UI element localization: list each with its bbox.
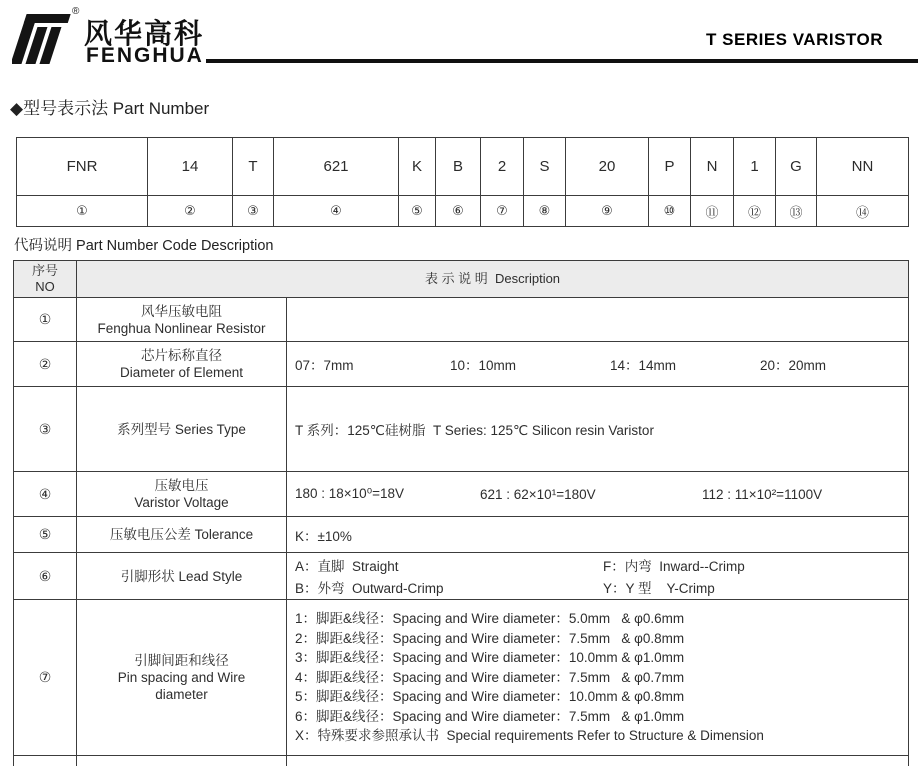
part-segment-index: ⑬ (776, 196, 817, 227)
row-name: 系列型号 Series Type (77, 387, 287, 472)
table-row (14, 517, 909, 553)
registered-trademark: ® (72, 6, 80, 17)
part-segment-index: ⑥ (436, 196, 481, 227)
table-row (14, 387, 909, 472)
row-description: A：直脚 Straight F：内弯 Inward--Crimp B：外弯 Outward-Crimp Y：Y 型 Y-Crimp (287, 553, 909, 600)
part-segment-index: ⑧ (524, 196, 566, 227)
row-name: 压敏电压 Varistor Voltage (77, 472, 287, 517)
row-description: 1：脚距&线径：Spacing and Wire diameter：5.0mm & φ0.6mm 2：脚距&线径：Spacing and Wire diameter：7.5mm & φ0.8mm 3：脚距&线径：Spacing and Wire diameter：10.0mm & φ1.0mm 4：脚距&线径：Spacing and Wire diameter：7.5mm & φ0.7mm 5：脚距&线径：Spacing and Wire diameter：10.0mm & φ0.8mm 6：脚距&线径：Spacing and Wire diameter：7.5mm & φ1.0mm X：特殊要求参照承认书 Special requirements Refer to Structure & Dimension (287, 600, 909, 756)
row-description: T 系列：125℃硅树脂 T Series: 125℃ Silicon resin Varistor (287, 387, 909, 472)
part-number-marks-row (17, 196, 909, 227)
row-name: 芯片标称直径 Diameter of Element (77, 342, 287, 387)
part-segment: 14 (148, 138, 233, 196)
row-description: K：±10% (287, 517, 909, 553)
part-segment-index: ④ (274, 196, 399, 227)
part-segment-index: ⑦ (481, 196, 524, 227)
part-segment: G (776, 138, 817, 196)
no-header-en: NO (35, 279, 55, 294)
table-row-partial (14, 756, 909, 766)
part-segment-index: ⑪ (691, 196, 734, 227)
part-segment-index: ⑨ (566, 196, 649, 227)
row-index: ④ (14, 472, 77, 517)
document-title: T SERIES VARISTOR (706, 30, 883, 49)
table-header-row (14, 261, 909, 298)
part-segment: P (649, 138, 691, 196)
part-segment: 621 (274, 138, 399, 196)
no-header-cn: 序号 (31, 263, 58, 278)
row-index: ② (14, 342, 77, 387)
part-number-table (16, 137, 909, 227)
part-segment-index: ③ (233, 196, 274, 227)
table-row (14, 600, 909, 756)
row-index: ⑥ (14, 553, 77, 600)
brand-name-chinese: 风华高科 (84, 18, 205, 49)
code-description-table (13, 260, 909, 766)
row-index: ① (14, 298, 77, 342)
row-description: 07：7mm 10：10mm 14：14mm 20：20mm (287, 342, 909, 387)
part-segment: 20 (566, 138, 649, 196)
row-index: ③ (14, 387, 77, 472)
row-index: ⑦ (14, 600, 77, 756)
part-segment: B (436, 138, 481, 196)
brand-name-english: FENGHUA (86, 44, 204, 67)
part-segment-index: ⑫ (734, 196, 776, 227)
part-segment-index: ⑤ (399, 196, 436, 227)
part-segment-index: ② (148, 196, 233, 227)
table-row (14, 342, 909, 387)
part-segment-index: ⑭ (817, 196, 909, 227)
part-number-section-title: ◆型号表示法 Part Number (10, 99, 210, 118)
row-index: ⑤ (14, 517, 77, 553)
table-row (14, 298, 909, 342)
part-segment: FNR (17, 138, 148, 196)
part-segment: NN (817, 138, 909, 196)
part-number-values-row (17, 138, 909, 196)
row-description (287, 298, 909, 342)
part-segment: K (399, 138, 436, 196)
row-name: 压敏电压公差 Tolerance (77, 517, 287, 553)
header-divider (206, 59, 918, 63)
part-segment: S (524, 138, 566, 196)
part-segment-index: ① (17, 196, 148, 227)
table-row (14, 472, 909, 517)
table-row (14, 553, 909, 600)
part-segment: T (233, 138, 274, 196)
code-description-title: 代码说明 Part Number Code Description (14, 238, 274, 254)
part-segment: N (691, 138, 734, 196)
no-column-header (14, 261, 77, 298)
description-column-header: 表 示 说 明 Description (77, 261, 909, 298)
part-segment-index: ⑩ (649, 196, 691, 227)
row-description: 180 : 18×10⁰=18V 621 : 62×10¹=180V 112 : 11×10²=1100V (287, 472, 909, 517)
row-name: 风华压敏电阻 Fenghua Nonlinear Resistor (77, 298, 287, 342)
part-segment: 1 (734, 138, 776, 196)
row-name: 引脚间距和线径 Pin spacing and Wire diameter (77, 600, 287, 756)
row-name: 引脚形状 Lead Style (77, 553, 287, 600)
fenghua-logo-icon (12, 10, 76, 68)
part-segment: 2 (481, 138, 524, 196)
